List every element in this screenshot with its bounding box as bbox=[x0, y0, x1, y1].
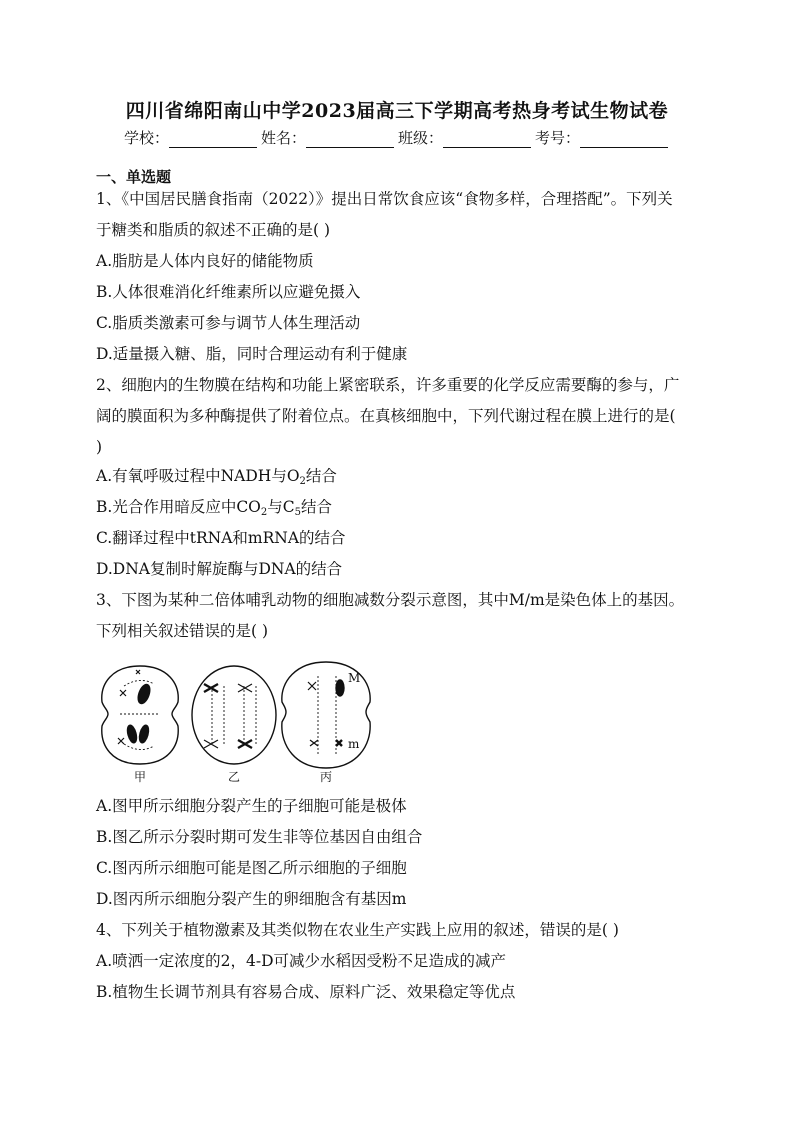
q3-option-d: D.图丙所示细胞分裂产生的卵细胞含有基因m bbox=[96, 890, 407, 908]
meiosis-figure bbox=[96, 656, 396, 786]
q1-option-a: A.脂肪是人体内良好的储能物质 bbox=[96, 252, 314, 270]
q3-option-b: B.图乙所示分裂时期可发生非等位基因自由组合 bbox=[96, 828, 423, 846]
school-label: 学校： bbox=[124, 129, 170, 147]
q1-stem-line1: 1、《中国居民膳食指南（2022）》提出日常饮食应该“食物多样，合理搭配”。下列关 bbox=[96, 190, 673, 208]
q2-option-b: B.光合作用暗反应中$CO_2$与$C_5$结合 bbox=[96, 498, 333, 518]
class-label: 班级： bbox=[398, 129, 444, 147]
school-blank[interactable] bbox=[169, 131, 257, 148]
student-info-row bbox=[124, 127, 684, 148]
q4-stem-line1: 4、下列关于植物激素及其类似物在农业生产实践上应用的叙述，错误的是( ) bbox=[96, 921, 619, 939]
q4-option-a: A.喷洒一定浓度的2，4-D可减少水稻因受粉不足造成的减产 bbox=[96, 952, 507, 970]
q3-stem-line2: 下列相关叙述错误的是( ) bbox=[96, 622, 269, 640]
q3-option-a: A.图甲所示细胞分裂产生的子细胞可能是极体 bbox=[96, 797, 407, 815]
q2-option-d: D.DNA复制时解旋酶与DNA的结合 bbox=[96, 560, 343, 578]
section-title: 一、单选题 bbox=[96, 168, 172, 186]
q1-option-b: B.人体很难消化纤维素所以应避免摄入 bbox=[96, 283, 361, 301]
cell-jia bbox=[102, 666, 178, 764]
q2-option-c: C.翻译过程中tRNA和mRNA的结合 bbox=[96, 529, 346, 547]
figure-label-yi: 乙 bbox=[228, 770, 241, 784]
exam-title: 四川省绵阳南山中学2023届高三下学期高考热身考试生物试卷 bbox=[125, 100, 669, 122]
q2-stem-line2: 阔的膜面积为多种酶提供了附着位点。在真核细胞中，下列代谢过程在膜上进行的是( bbox=[96, 407, 676, 425]
class-blank[interactable] bbox=[443, 131, 531, 148]
q1-option-d: D.适量摄入糖、脂，同时合理运动有利于健康 bbox=[96, 345, 408, 363]
q1-option-c: C.脂质类激素可参与调节人体生理活动 bbox=[96, 314, 361, 332]
figure-label-bing: 丙 bbox=[320, 770, 333, 784]
q3-option-c: C.图丙所示细胞可能是图乙所示细胞的子细胞 bbox=[96, 859, 407, 877]
number-label: 考号： bbox=[535, 129, 581, 147]
gene-M-label: M bbox=[348, 671, 361, 685]
number-blank[interactable] bbox=[580, 131, 668, 148]
name-blank[interactable] bbox=[306, 131, 394, 148]
gene-m-label: m bbox=[348, 737, 360, 751]
q2-stem-line3: ) bbox=[96, 438, 103, 456]
name-label: 姓名： bbox=[261, 129, 307, 147]
figure-label-jia: 甲 bbox=[134, 770, 147, 784]
q1-stem-line2: 于糖类和脂质的叙述不正确的是( ) bbox=[96, 221, 331, 239]
q2-stem-line1: 2、细胞内的生物膜在结构和功能上紧密联系，许多重要的化学反应需要酶的参与，广 bbox=[96, 376, 680, 394]
q4-option-b: B.植物生长调节剂具有容易合成、原料广泛、效果稳定等优点 bbox=[96, 983, 516, 1001]
q2-option-a: A.有氧呼吸过程中NADH与$O_2$结合 bbox=[96, 467, 337, 487]
q3-stem-line1: 3、下图为某种二倍体哺乳动物的细胞减数分裂示意图，其中M/m是染色体上的基因。 bbox=[96, 591, 685, 609]
cell-yi bbox=[192, 666, 276, 764]
